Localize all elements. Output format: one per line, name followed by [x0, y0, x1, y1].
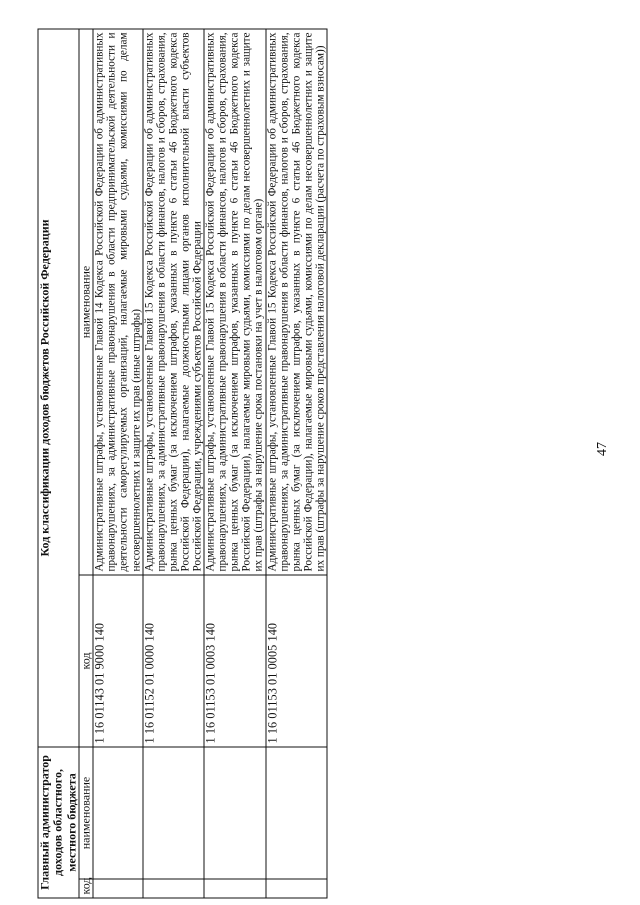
header-classification-code: Код классификации доходов бюджетов Российской Федерации — [38, 29, 79, 747]
admin-name-cell — [204, 747, 265, 879]
header-administrator: Главный администратор доходов областного, местного бюджета — [38, 747, 79, 898]
table-header-row-main — [38, 29, 79, 898]
admin-code-cell — [204, 879, 265, 898]
admin-name-cell — [93, 747, 142, 879]
admin-name-cell — [266, 747, 327, 879]
budget-description-cell: Административные штрафы, установленные Главой 15 Кодекса Российской Федерации об административных правонарушениях, за административные правонарушения в области финансов, налогов и сборов, страхования, рынка ценных бумаг (за исключением штрафов, указанных в пункте 6 статьи 46 Бюджетного кодекса Российской Федерации), налагаемые мировыми судьями, комиссиями по делам несовершеннолетних и защите их прав (штрафы за нарушение срока постановки на учет в налоговом органе) — [204, 29, 265, 575]
table-row — [204, 29, 265, 898]
budget-code-cell: 1 16 01153 01 0005 140 — [266, 575, 327, 747]
table-row — [143, 29, 204, 898]
table-row — [266, 29, 327, 898]
budget-code-cell: 1 16 01152 01 0000 140 — [143, 575, 204, 747]
table-row — [93, 29, 142, 898]
budget-description-cell: Административные штрафы, установленные Главой 15 Кодекса Российской Федерации об административных правонарушениях, за административные правонарушения в области финансов, налогов и сборов, страхования, рынка ценных бумаг (за исключением штрафов, указанных в пункте 6 статьи 46 Бюджетного кодекса Российской Федерации), налагаемые мировыми судьями, комиссиями по делам несовершеннолетних и защите их прав (штрафы за нарушение сроков представления налоговой декларации (расчета по страховым взносам)) — [266, 29, 327, 575]
budget-description-cell: Административные штрафы, установленные Главой 14 Кодекса Российской Федерации об административных правонарушениях, за административные правонарушения в области предпринимательской деятельности и деятельности саморегулируемых организаций, налагаемые мировыми судьями, комиссиями по делам несовершеннолетних и защите их прав (иные штрафы) — [93, 29, 142, 575]
revenue-classification-table — [38, 29, 328, 899]
header-admin-name: наименование — [79, 747, 93, 879]
header-budget-code: код — [79, 575, 93, 747]
header-budget-description: наименование — [79, 29, 93, 575]
admin-name-cell — [143, 747, 204, 879]
header-admin-code: код — [79, 879, 93, 898]
admin-code-cell — [143, 879, 204, 898]
rotated-document-page — [38, 29, 613, 899]
admin-code-cell — [266, 879, 327, 898]
budget-description-cell: Административные штрафы, установленные Главой 15 Кодекса Российской Федерации об административных правонарушениях, за административные правонарушения в области финансов, налогов и сборов, страхования, рынка ценных бумаг (за исключением штрафов, указанных в пункте 6 статьи 46 Бюджетного кодекса Российской Федерации), налагаемые должностными лицами органов исполнительной власти субъектов Российской Федерации, учреждениями субъектов Российской Федерации — [143, 29, 204, 575]
admin-code-cell — [93, 879, 142, 898]
page-number: 47 — [595, 442, 610, 456]
budget-code-cell: 1 16 01153 01 0003 140 — [204, 575, 265, 747]
table-header-row-sub — [79, 29, 93, 898]
budget-code-cell: 1 16 01143 01 9000 140 — [93, 575, 142, 747]
